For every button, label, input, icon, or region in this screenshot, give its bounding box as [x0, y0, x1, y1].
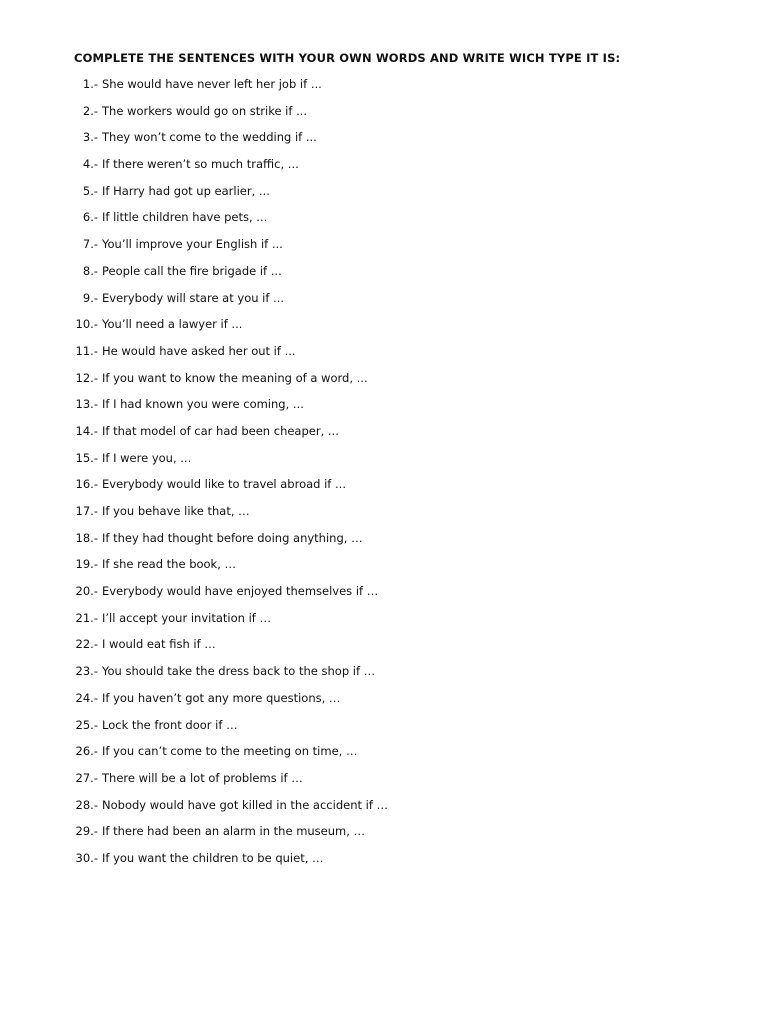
item-sentence: I’ll accept your invitation if …	[102, 610, 271, 625]
item-sentence: They won’t come to the wedding if ...	[102, 130, 317, 145]
list-item	[0, 210, 768, 237]
item-number: 25.-	[75, 717, 98, 732]
list-item	[0, 397, 768, 424]
item-number: 19.-	[75, 557, 98, 572]
list-item	[0, 851, 768, 878]
list-item	[0, 344, 768, 371]
item-number: 10.-	[75, 317, 98, 332]
item-sentence: If Harry had got up earlier, ...	[102, 183, 270, 198]
list-item	[0, 317, 768, 344]
item-sentence: You’ll need a lawyer if ...	[102, 317, 243, 332]
item-number: 18.-	[75, 530, 98, 545]
item-number: 4.-	[82, 157, 98, 172]
list-item	[0, 184, 768, 211]
list-item	[0, 744, 768, 771]
list-item	[0, 291, 768, 318]
list-item	[0, 718, 768, 745]
item-sentence: I would eat fish if …	[102, 637, 216, 652]
list-item	[0, 451, 768, 478]
item-sentence: If you want the children to be quiet, …	[102, 850, 324, 865]
item-number: 9.-	[82, 290, 98, 305]
item-number: 16.-	[75, 477, 98, 492]
list-item	[0, 424, 768, 451]
item-sentence: Nobody would have got killed in the accident if …	[102, 797, 389, 812]
item-number: 8.-	[82, 263, 98, 278]
page-title: COMPLETE THE SENTENCES WITH YOUR OWN WORDS AND WRITE WICH TYPE IT IS:	[74, 51, 621, 65]
list-item	[0, 371, 768, 398]
item-sentence: You’ll improve your English if ...	[102, 237, 283, 252]
item-sentence: Everybody would have enjoyed themselves if …	[102, 584, 379, 599]
item-number: 22.-	[75, 637, 98, 652]
list-item	[0, 77, 768, 104]
item-number: 1.-	[82, 77, 98, 91]
item-number: 27.-	[75, 770, 98, 785]
item-number: 17.-	[75, 504, 98, 518]
item-number: 12.-	[75, 370, 98, 385]
item-sentence: If you want to know the meaning of a word, ...	[102, 370, 368, 385]
list-item	[0, 237, 768, 264]
item-sentence: She would have never left her job if ...	[102, 77, 322, 91]
item-number: 20.-	[75, 584, 98, 599]
item-number: 5.-	[82, 183, 98, 198]
item-sentence: If I were you, ...	[102, 450, 192, 465]
list-item	[0, 531, 768, 558]
item-number: 21.-	[75, 610, 98, 625]
item-sentence: He would have asked her out if ...	[102, 343, 296, 358]
item-number: 7.-	[82, 237, 98, 252]
item-number: 11.-	[75, 343, 98, 358]
list-item	[0, 798, 768, 825]
item-sentence: There will be a lot of problems if …	[102, 770, 303, 785]
item-sentence: Everybody will stare at you if ...	[102, 290, 285, 305]
item-sentence: You should take the dress back to the shop if …	[102, 664, 376, 679]
list-item	[0, 611, 768, 638]
item-number: 28.-	[75, 797, 98, 812]
item-number: 26.-	[75, 744, 98, 759]
list-item	[0, 664, 768, 691]
item-sentence: If she read the book, …	[102, 557, 237, 572]
list-item	[0, 691, 768, 718]
item-sentence: If they had thought before doing anything, …	[102, 530, 363, 545]
item-number: 23.-	[75, 664, 98, 679]
item-sentence: If you can’t come to the meeting on time, …	[102, 744, 358, 759]
list-item	[0, 504, 768, 531]
list-item	[0, 637, 768, 664]
item-number: 14.-	[75, 423, 98, 438]
list-item	[0, 477, 768, 504]
item-number: 24.-	[75, 690, 98, 705]
sentence-list	[0, 77, 768, 878]
item-number: 3.-	[82, 130, 98, 145]
item-sentence: Everybody would like to travel abroad if ...	[102, 477, 346, 492]
item-sentence: If there weren’t so much traffic, ...	[102, 157, 299, 172]
list-item	[0, 584, 768, 611]
item-number: 29.-	[75, 824, 98, 839]
item-sentence: If you behave like that, …	[102, 504, 250, 518]
list-item	[0, 771, 768, 798]
item-sentence: People call the fire brigade if ...	[102, 263, 282, 278]
list-item	[0, 824, 768, 851]
item-number: 6.-	[82, 210, 98, 225]
item-sentence: If there had been an alarm in the museum, …	[102, 824, 366, 839]
item-sentence: If little children have pets, ...	[102, 210, 268, 225]
item-sentence: Lock the front door if …	[102, 717, 238, 732]
item-sentence: If I had known you were coming, ...	[102, 397, 304, 412]
item-sentence: If that model of car had been cheaper, ...	[102, 423, 339, 438]
item-number: 2.-	[82, 103, 98, 118]
item-sentence: If you haven’t got any more questions, …	[102, 690, 341, 705]
list-item	[0, 130, 768, 157]
item-number: 13.-	[75, 397, 98, 412]
item-number: 15.-	[75, 450, 98, 465]
item-number: 30.-	[75, 850, 98, 865]
list-item	[0, 104, 768, 131]
list-item	[0, 157, 768, 184]
list-item	[0, 264, 768, 291]
item-sentence: The workers would go on strike if ...	[102, 103, 308, 118]
list-item	[0, 557, 768, 584]
